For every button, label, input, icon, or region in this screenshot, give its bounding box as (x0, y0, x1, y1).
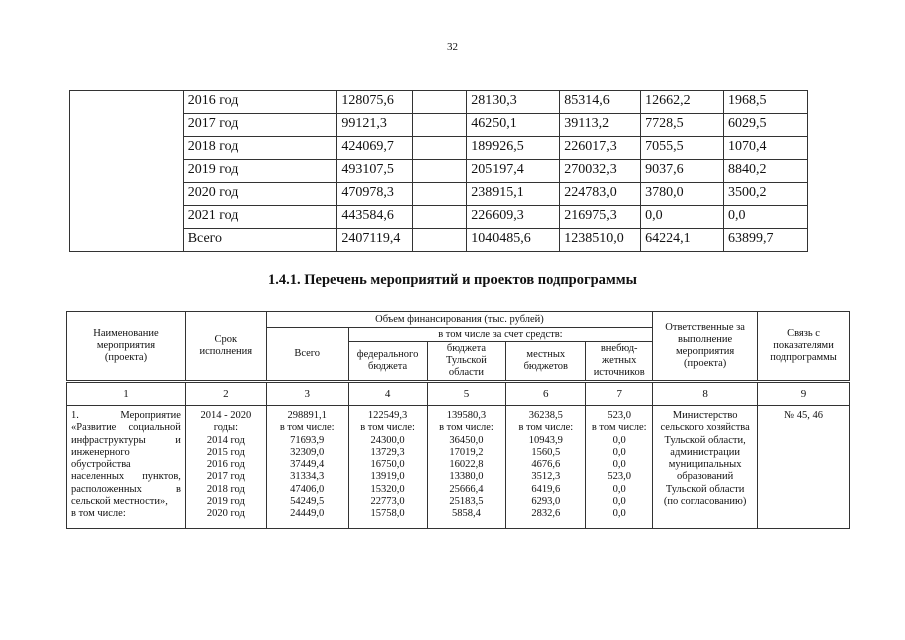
cell-line: 0,0 (612, 434, 626, 446)
cell-year: 2018 год (183, 137, 337, 160)
column-number: 9 (758, 382, 850, 406)
header-line: Наименование (93, 328, 159, 339)
cell-line: 36450,0 (449, 434, 484, 446)
header-line: (проекта) (104, 352, 148, 363)
header-line: Ответственные за (665, 322, 745, 333)
cell-c2 (413, 229, 467, 252)
cell-line: 1560,5 (531, 446, 561, 458)
measure-name-line (71, 435, 181, 447)
measure-name-line (71, 422, 181, 434)
header-total: Всего (266, 328, 348, 382)
cell-c6: 63899,7 (724, 229, 808, 252)
cell-year: 2021 год (183, 206, 337, 229)
cell-line: 17019,2 (449, 446, 484, 458)
measure-name-word: обустройства (71, 459, 131, 471)
cell-line: сельского хозяйства (660, 422, 750, 434)
cell-c4: 39113,2 (560, 114, 641, 137)
cell-line: 47406,0 (290, 483, 325, 495)
header-line: показателями (773, 340, 834, 351)
measure-extra (586, 406, 653, 529)
cell-line: 36238,5 (528, 410, 563, 421)
cell-line: Тульской области, (664, 434, 746, 446)
cell-line: 10943,9 (528, 434, 563, 446)
table-row (70, 183, 808, 206)
table-row (70, 137, 808, 160)
cell-total: 99121,3 (337, 114, 413, 137)
cell-c3: 28130,3 (467, 91, 560, 114)
cell-c5: 7728,5 (641, 114, 724, 137)
measures-table (66, 311, 850, 529)
column-number: 1 (67, 382, 186, 406)
cell-year: 2016 год (183, 91, 337, 114)
measure-total (266, 406, 348, 529)
measure-name-line (71, 459, 181, 471)
header-line: бюджета (367, 361, 408, 372)
cell-c6: 6029,5 (724, 114, 808, 137)
cell-line: 6419,6 (531, 483, 561, 495)
header-line: Связь с (787, 328, 820, 339)
measure-name-word: пунктов, (142, 471, 181, 483)
cell-line: в том числе: (518, 422, 574, 434)
measure-term (185, 406, 266, 529)
header-funding: Объем финансирования (тыс. рублей) (266, 312, 652, 328)
header-line: жетных (602, 355, 637, 366)
measure-responsible (653, 406, 758, 529)
cell-c5: 12662,2 (641, 91, 724, 114)
cell-c5: 7055,5 (641, 137, 724, 160)
cell-line: 0,0 (612, 483, 626, 495)
cell-line: 2016 год (206, 459, 245, 471)
cell-line: администрации (670, 446, 740, 458)
cell-total: 2407119,4 (337, 229, 413, 252)
empty-cell (70, 91, 184, 114)
cell-line: 523,0 (607, 410, 632, 421)
measure-local (506, 406, 586, 529)
cell-c2 (413, 91, 467, 114)
header-line: источников (593, 367, 645, 378)
cell-c4: 85314,6 (560, 91, 641, 114)
cell-line: 13729,3 (370, 446, 405, 458)
empty-cell (70, 160, 184, 183)
cell-line: муниципальных (668, 459, 742, 471)
cell-line: 5858,4 (452, 508, 481, 520)
header-extra (586, 342, 653, 382)
measure-name-word: в (175, 483, 181, 495)
header-regional (427, 342, 506, 382)
page-number: 32 (447, 41, 458, 53)
cell-line: 4676,6 (531, 459, 561, 471)
cell-line: 0,0 (612, 496, 626, 508)
cell-c3: 226609,3 (467, 206, 560, 229)
measure-regional (427, 406, 506, 529)
cell-year: Всего (183, 229, 337, 252)
empty-cell (70, 229, 184, 252)
header-line: мероприятия (96, 340, 156, 351)
table-row (67, 406, 850, 529)
column-number: 3 (266, 382, 348, 406)
cell-line: 25666,4 (449, 483, 484, 495)
cell-c2 (413, 160, 467, 183)
cell-c3: 205197,4 (467, 160, 560, 183)
table-row (70, 206, 808, 229)
cell-line: 2832,6 (531, 508, 561, 520)
header-line: Тульской (446, 355, 487, 366)
header-responsible (653, 312, 758, 382)
header-name (67, 312, 186, 382)
cell-line: 22773,0 (370, 496, 405, 508)
cell-line: Тульской области (665, 483, 745, 495)
cell-line: 523,0 (607, 471, 632, 483)
header-term (185, 312, 266, 382)
header-line: выполнение (678, 334, 733, 345)
cell-c3: 1040485,6 (467, 229, 560, 252)
cell-line: 15320,0 (370, 483, 405, 495)
measure-link: № 45, 46 (758, 406, 850, 529)
column-number: 2 (185, 382, 266, 406)
cell-line: образований (677, 471, 734, 483)
measure-name-line (71, 447, 181, 459)
header-link (758, 312, 850, 382)
cell-total: 493107,5 (337, 160, 413, 183)
cell-total: 470978,3 (337, 183, 413, 206)
cell-c5: 3780,0 (641, 183, 724, 206)
measure-name-word: инженерного (71, 446, 130, 458)
header-line: исполнения (199, 346, 253, 357)
cell-line: 139580,3 (446, 410, 487, 421)
cell-line: 2019 год (206, 496, 245, 508)
cell-line: 16750,0 (370, 459, 405, 471)
measure-name-word: 1. (71, 410, 79, 421)
cell-total: 128075,6 (337, 91, 413, 114)
table-row (70, 229, 808, 252)
cell-c4: 216975,3 (560, 206, 641, 229)
cell-line: 13380,0 (449, 471, 484, 483)
table-row (70, 91, 808, 114)
measure-name-word: «Развитие (71, 422, 117, 434)
measure-name-word: социальной (128, 422, 181, 434)
measure-name-word: Мероприятие (120, 410, 181, 421)
measure-federal (348, 406, 427, 529)
cell-c2 (413, 114, 467, 137)
cell-line: 16022,8 (449, 459, 484, 471)
cell-total: 424069,7 (337, 137, 413, 160)
cell-line: 0,0 (612, 508, 626, 520)
section-heading: 1.4.1. Перечень мероприятий и проектов подпрограммы (268, 272, 637, 288)
header-line: бюджетов (523, 361, 569, 372)
cell-line: 2014 - 2020 (200, 410, 252, 421)
header-line: подпрограммы (770, 352, 837, 363)
measure-name (67, 406, 186, 529)
column-number: 4 (348, 382, 427, 406)
cell-line: 3512,3 (531, 471, 561, 483)
cell-line: Министерство (672, 410, 738, 421)
header-line: мероприятия (676, 346, 735, 357)
measure-name-word: и (175, 434, 181, 446)
cell-line: 0,0 (612, 446, 626, 458)
empty-cell (70, 137, 184, 160)
cell-line: 37449,4 (290, 459, 325, 471)
measure-name-line (71, 410, 181, 422)
table-row (70, 160, 808, 183)
header-line: федерального (356, 349, 419, 360)
measure-name-line (71, 496, 181, 508)
cell-c6: 0,0 (724, 206, 808, 229)
cell-c5: 9037,6 (641, 160, 724, 183)
cell-line: 2014 год (206, 434, 245, 446)
measure-name-word: населенных (71, 471, 125, 483)
cell-line: 2017 год (206, 471, 245, 483)
measure-name-word: в том числе: (71, 508, 126, 520)
cell-line: 32309,0 (290, 446, 325, 458)
cell-c4: 224783,0 (560, 183, 641, 206)
cell-line: 6293,0 (531, 496, 561, 508)
cell-c4: 226017,3 (560, 137, 641, 160)
cell-c6: 8840,2 (724, 160, 808, 183)
header-line: области (448, 367, 484, 378)
column-numbers-row (67, 382, 850, 406)
header-line: местных (526, 349, 566, 360)
cell-c3: 189926,5 (467, 137, 560, 160)
cell-line: 25183,5 (449, 496, 484, 508)
cell-line: в том числе: (360, 422, 415, 434)
measure-name-word: сельской местности», (71, 496, 168, 508)
cell-line: 15758,0 (370, 508, 405, 520)
measure-name-line (71, 484, 181, 496)
column-number: 7 (586, 382, 653, 406)
cell-line: 24449,0 (290, 508, 325, 520)
header-including: в том числе за счет средств: (348, 328, 653, 342)
cell-line: в том числе: (591, 422, 647, 434)
table-row (70, 114, 808, 137)
cell-c2 (413, 137, 467, 160)
header-local (506, 342, 586, 382)
cell-c3: 238915,1 (467, 183, 560, 206)
cell-year: 2017 год (183, 114, 337, 137)
cell-c4: 1238510,0 (560, 229, 641, 252)
column-number: 5 (427, 382, 506, 406)
cell-c6: 3500,2 (724, 183, 808, 206)
measure-name-word: инфраструктуры (71, 434, 146, 446)
cell-c3: 46250,1 (467, 114, 560, 137)
measure-name-word: расположенных (71, 483, 142, 495)
cell-line: в том числе: (439, 422, 494, 434)
header-line: внебюд- (600, 343, 638, 354)
measure-name-line (71, 471, 181, 483)
funding-by-year-table (69, 90, 808, 252)
cell-line: 71693,9 (290, 434, 325, 446)
cell-total: 443584,6 (337, 206, 413, 229)
cell-line: 54249,5 (290, 496, 325, 508)
header-line: бюджета (446, 343, 487, 354)
column-number: 8 (653, 382, 758, 406)
cell-line: 122549,3 (367, 410, 408, 421)
cell-c4: 270032,3 (560, 160, 641, 183)
cell-c5: 0,0 (641, 206, 724, 229)
cell-line: 24300,0 (370, 434, 405, 446)
empty-cell (70, 206, 184, 229)
cell-year: 2019 год (183, 160, 337, 183)
header-line: (проекта) (684, 358, 727, 369)
cell-line: 2020 год (206, 508, 245, 520)
cell-line: годы: (213, 422, 238, 434)
cell-line: 0,0 (612, 459, 626, 471)
cell-c2 (413, 206, 467, 229)
cell-year: 2020 год (183, 183, 337, 206)
header-line: Срок (214, 334, 238, 345)
column-number: 6 (506, 382, 586, 406)
cell-line: в том числе: (279, 422, 335, 434)
cell-line: 31334,3 (290, 471, 325, 483)
header-federal (348, 342, 427, 382)
cell-line: 2015 год (206, 446, 245, 458)
cell-c2 (413, 183, 467, 206)
empty-cell (70, 114, 184, 137)
cell-line: 13919,0 (370, 471, 405, 483)
cell-line: (по согласованию) (663, 496, 747, 508)
measure-name-line (71, 508, 181, 520)
cell-c5: 64224,1 (641, 229, 724, 252)
cell-c6: 1968,5 (724, 91, 808, 114)
empty-cell (70, 183, 184, 206)
cell-line: 298891,1 (287, 410, 327, 421)
cell-c6: 1070,4 (724, 137, 808, 160)
cell-line: 2018 год (206, 483, 245, 495)
